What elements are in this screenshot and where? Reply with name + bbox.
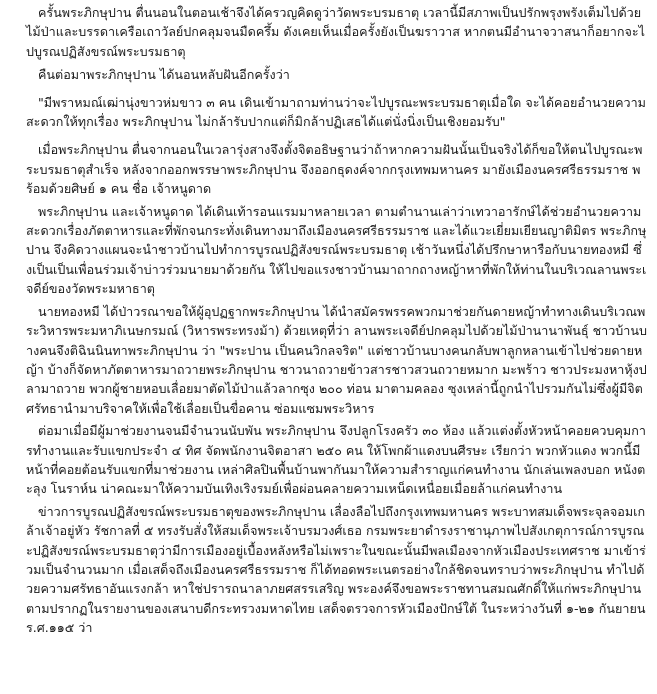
paragraph-5: พระภิกษุปาน และเจ้าหนูดาด ได้เดินเท้ารอนแรมมาหลายเวลา ตามตำนานเล่าว่าเทวาอารักษ์ได้ช่วยอำนวยความสะดวกเรื่องภัตตาหารและที่พักจนกระทั่งเดินทางมาถึงเมืองนครศรีธรรมราช และได้แวะเยี่ยมเยียนญาติมิตร พระภิกษุปาน จึงคิดวางแผนจะนำชาวบ้านไปทำการบูรณปฏิสังขรณ์พระบรมธาตุ เช้าวันหนึ่งได้ปรึกษาหารือกับนายทองหมี ซึ่งเป็นเป็นเพื่อนร่วมเจ้าบ่าวร่วมนายมาด้วยกัน ให้ไปขอแรงชาวบ้านมาถากถางหญ้าหาที่พักให้ท่านในบริเวณลานพระเจดีย์ของวัดพระมหาธาตุ xyxy=(26,203,647,297)
paragraph-7: ต่อมาเมื่อมีผู้มาช่วยงานจนมีจำนวนนับพัน พระภิกษุปาน จึงปลูกโรงครัว ๓๐ ห้อง แล้วแต่งตั้งหัวหน้าคอยควบคุมการทำงานและรับแขกประจำ ๔ ทิศ จัดพนักงานจิตอาสา ๒๕๐ คน ให้โพกผ้าแดงบนศีรษะ เรียกว่า พวกหัวแดง พวกนี้มีหน้าที่คอยต้อนรับแขกที่มาช่วยงาน เหล่าศิลปินพื้นบ้านพากันมาให้ความสำราญแก่คนทำงาน นักเล่นเพลงบอก หนังตะลุง โนราห์น น่าคณะมาให้ความบันเทิงเริงรมย์เพื่อผ่อนคลายความเหน็ดเหนื่อยเมื่อยล้าแก่คนทำงาน xyxy=(26,423,646,497)
paragraph-8: ข่าวการบูรณปฏิสังขรณ์พระบรมธาตุของพระภิกษุปาน เลื่องลือไปถึงกรุงเทพมหานคร พระบาทสมเด็จพระจุลจอมเกล้าเจ้าอยู่หัว รัชกาลที่ ๕ ทรงรับสั่งให้สมเด็จพระเจ้าบรมวงศ์เธอ กรมพระยาดำรงราชานุภาพไปสังเกตุการณ์การบูรณะปฏิสังขรณ์พระบรมธาตุว่ามีการเมืองอยู่เบื้องหลังหรือไม่เพราะในขณะนั้นมีพลเมืองจากหัวเมืองประเทศราช มาเข้าร่วมเป็นจำนวนมาก เมื่อเสด็จถึงเมืองนครศรีธรรมราช ก็ได้ทอดพระเนตรอย่างใกล้ชิดจนทราบว่าพระภิกษุปาน ทำไปด้วยความศรัทธาอันแรงกล้า หาใช่ปรารถนาลาภยศสรรเสริญ พระองค์จึงขอพระราชทานสมณศักดิ์ให้แก่พระภิกษุปาน ตามปรากฏในรายงานของเสนาบดีกระทรวงมหาดไทย เสด็จตรวจการหัวเมืองปักษ์ใต้ ในระหว่างวันที่ ๑-๒๑ กันยายน ร.ศ.๑๑๕ ว่า xyxy=(26,503,646,636)
paragraph-2: คืนต่อมาพระภิกษุปาน ได้นอนหลับฝันอีกครั้งว่า xyxy=(38,67,290,83)
paragraph-6: นายทองหมี ได้ป่าวรณาขอให้ผู้อุปฏฐากพระภิกษุปาน ได้นำสมัครพรรคพวกมาช่วยกันดายหญ้าทำทางเดินบริเวณพระวิหารพระมหาภิเนษกรมณ์ (วิหารพระทรงม้า) ด้วยเหตุที่ว่า ลานพระเจดีย์ปกคลุมไปด้วยไม้ป่านานาพันธุ์ ชาวบ้านบางคนจึงติฉินนินทาพระภิกษุปาน ว่า "พระปาน เป็นคนวิกลจริต" แต่ชาวบ้านบางคนกลับพาลูกหลานเข้าไปช่วยดายหญ้า บ้างก็จัดหาภัตตาหารมาถวายพระภิกษุปาน ชาวนาถวายข้าวสารชาวสวนถวายหมาก มะพร้าว ชาวประมงหาหุ้งปลามาถวาย พวกผู้ชายหอบเลื่อยมาตัดไม้ป่าแล้วลากซุง ๒๐๐ ท่อน มาตามคลอง ซุงเหล่านี้ถูกนำไปรวมกันไม่ซึ่งผู้มีจิตศรัทธานำมาบริจาคให้เพื่อใช้เลื่อยเป็นขื่อคาน ซ่อมแซมพระวิหาร xyxy=(26,303,647,416)
paragraph-4: เมื่อพระภิกษุปาน ตื่นจากนอนในเวลารุ่งสางจึงตั้งจิตอธิษฐานว่าถ้าหากความฝันนั้นเป็นจริงได้ก็ขอให้ตนไปบูรณะพระบรมธาตุสำเร็จ หลังจากออกพรรษาพระภิกษุปาน จึงออกธุดงค์จากกรุงเทพมหานคร มายังเมืองนครศรีธรรมราช พร้อมด้วยศิษย์ ๑ คน ชื่อ เจ้าหนูดาด xyxy=(26,142,643,197)
dream-quote: "มีพราหมณ์เฒ่านุ่งขาวห่มขาว ๓ คน เดินเข้ามาถามท่านว่าจะไปบูรณะพระบรมธาตุเมื่อใด จะได้คอยอำนวยความสะดวกให้ทุกเรื่อง พระภิกษุปาน ไม่กล้ารับปากแต่ก็มิกล้าปฏิเสธได้แต่นั่งนิ่งเป็นเชิงยอมรับ" xyxy=(26,94,646,130)
paragraph-1: ครั้นพระภิกษุปาน ตื่นนอนในตอนเช้าจึงได้ครวญคิดดูว่าวัดพระบรมธาตุ เวลานี้มีสภาพเป็นปรักพรุงพรังเต็มไปด้วยไม้ป่าและบรรดาเครือเถาวัลย์ปกคลุมจนมืดครึ้ม ดังเคยเห็นเมื่อครั้งยังเป็นฆราวาส หากตนมีอำนาจวาสนาก็อยากจะไปบูรณปฏิสังขรณ์พระบรมธาตุ xyxy=(26,5,645,59)
